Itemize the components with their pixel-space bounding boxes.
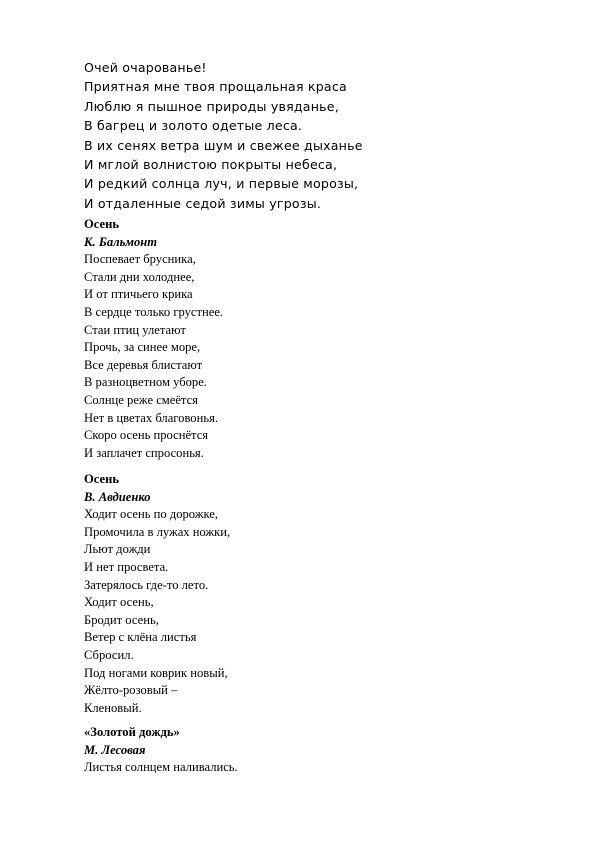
poem-line: Жёлто-розовый – <box>84 683 178 698</box>
poem-author: М. Лесовая <box>84 742 146 757</box>
poem-title: «Золотой дождь» <box>84 725 180 739</box>
stanza-line: Очей очарованье! <box>84 60 207 75</box>
poem-author: К. Бальмонт <box>84 234 158 249</box>
poem-line: Сбросил. <box>84 647 134 662</box>
stanza-line: И редкий солнца луч, и первые морозы, <box>84 176 359 192</box>
poem-line: Промочила в лужах ножки, <box>84 524 231 539</box>
poem-balmont <box>84 216 544 462</box>
poem-title: Осень <box>84 217 120 231</box>
poem-line: Ходит осень по дорожке, <box>84 507 219 522</box>
stanza-line: Приятная мне твоя прощальная краса <box>84 79 347 95</box>
poem-author: В. Авдиенко <box>84 489 151 504</box>
poem-line: Ходит осень, <box>84 595 154 610</box>
stanza-line: Люблю я пышное природы увяданье, <box>84 98 339 114</box>
poem-line: Все деревья блистают <box>84 357 203 372</box>
stanza-line: В их сенях ветра шум и свежее дыханье <box>84 137 363 153</box>
poem-line: Бродит осень, <box>84 612 159 627</box>
poem-line: Кленовый. <box>84 700 142 715</box>
poem-line: В разноцветном уборе. <box>84 375 207 390</box>
stanza-line: И мглой волнистою покрыты небеса, <box>84 157 338 173</box>
poem-line: Нет в цветах благовонья. <box>84 410 219 425</box>
poem-line: Листья солнцем наливались. <box>84 760 238 775</box>
poem-line: Поспевает брусника, <box>84 252 196 267</box>
poem-line: И от птичьего крика <box>84 287 193 302</box>
poem-line: И нет просвета. <box>84 559 169 574</box>
poem-line: Под ногами коврик новый, <box>84 665 228 680</box>
intro-stanza <box>84 58 544 213</box>
poem-line: Прочь, за синее море, <box>84 340 201 355</box>
poem-line: Скоро осень проснётся <box>84 428 209 443</box>
stanza-line: И отдаленные седой зимы угрозы. <box>84 195 322 211</box>
poem-line: Стали дни холоднее, <box>84 269 195 284</box>
poem-title: Осень <box>84 472 120 486</box>
poem-avdienko <box>84 471 544 717</box>
poem-line: Затерялось где-то лето. <box>84 577 209 592</box>
poem-line: В сердце только грустнее. <box>84 304 224 319</box>
poem-lesovaya <box>84 724 544 777</box>
stanza-line: В багрец и золото одетые леса. <box>84 118 303 134</box>
poem-line: Стаи птиц улетают <box>84 322 186 337</box>
poem-line: И заплачет спросонья. <box>84 445 204 460</box>
poem-line: Льют дожди <box>84 542 151 557</box>
poem-line: Солнце реже смеётся <box>84 392 198 407</box>
poem-line: Ветер с клёна листья <box>84 630 197 645</box>
